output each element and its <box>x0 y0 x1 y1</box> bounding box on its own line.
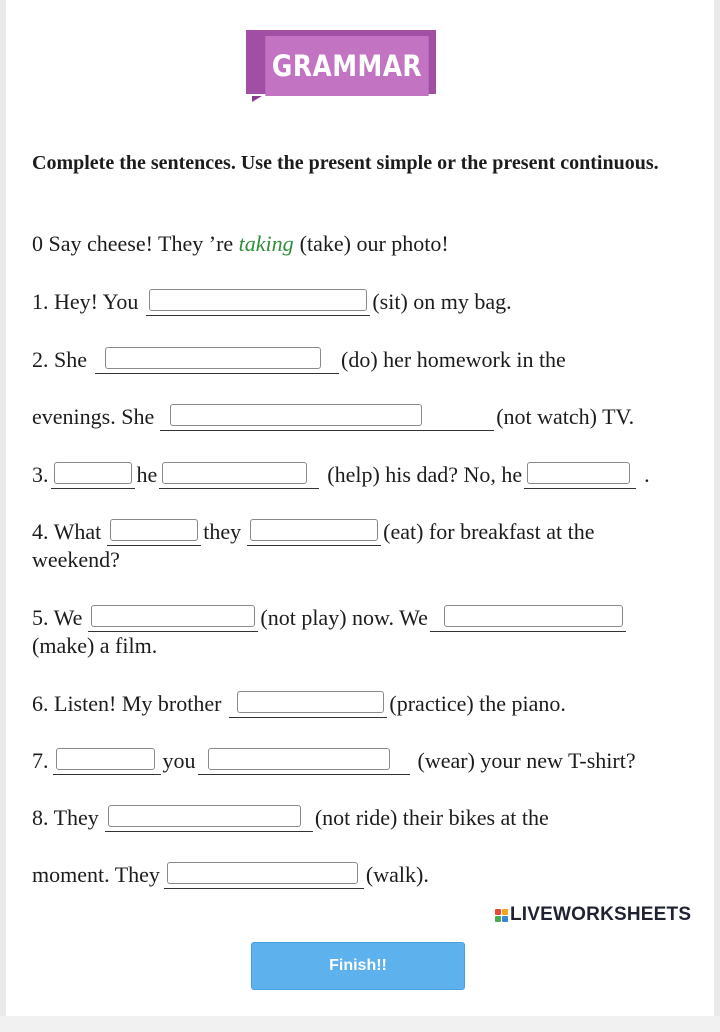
answer-gap <box>95 347 339 374</box>
sentence-6 <box>32 690 566 718</box>
liveworksheets-logo <box>495 904 691 926</box>
finish-button[interactable]: Finish!! <box>251 942 465 990</box>
sentence-5-line-2 <box>32 632 157 660</box>
answer-gap <box>247 519 381 546</box>
sentence-text: 6. Listen! My brother <box>32 691 222 716</box>
answer-gap <box>229 691 387 718</box>
answer-input[interactable] <box>56 748 155 770</box>
answer-gap <box>159 462 319 489</box>
answer-input[interactable] <box>250 519 378 541</box>
sentence-text: (help) his dad? No, he <box>327 462 523 487</box>
answer-gap <box>51 462 135 489</box>
answer-input[interactable] <box>108 805 301 827</box>
answer-input[interactable] <box>105 347 321 369</box>
sentence-text: 5. We <box>32 605 83 630</box>
answer-gap <box>53 748 161 775</box>
sentence-7 <box>32 747 636 775</box>
sentence-4-line-1 <box>32 518 594 546</box>
answer-input[interactable] <box>237 691 384 713</box>
answer-input[interactable] <box>54 462 132 484</box>
answer-gap <box>88 605 258 632</box>
answer-input[interactable] <box>110 519 198 541</box>
liveworksheets-logo-icon <box>495 909 508 922</box>
sentence-text: (sit) on my bag. <box>372 289 512 314</box>
sentence-text: (do) her homework in the <box>341 347 566 372</box>
sentence-text: (eat) for breakfast at the <box>383 519 595 544</box>
answer-input[interactable] <box>149 289 367 311</box>
sentence-8-line-2 <box>32 861 429 889</box>
example-answer: taking <box>238 231 294 256</box>
sentence-text: (not watch) TV. <box>496 404 635 429</box>
sentence-text: 3. <box>32 462 49 487</box>
sentence-text: 4. What <box>32 519 102 544</box>
sentence-text: (walk). <box>365 862 429 887</box>
sentence-text: 1. Hey! You <box>32 289 139 314</box>
answer-gap <box>198 748 410 775</box>
sentence-2-line-2 <box>32 403 634 431</box>
answer-gap <box>146 289 370 316</box>
answer-input[interactable] <box>444 605 623 627</box>
sentence-text: (wear) your new T-shirt? <box>417 748 636 773</box>
sentence-2-line-1 <box>32 346 566 374</box>
sentence-text: moment. They <box>32 862 160 887</box>
sentence-text: 8. They <box>32 805 99 830</box>
sentence-8-line-1 <box>32 804 549 832</box>
sentence-1 <box>32 288 512 316</box>
grammar-banner <box>246 30 444 102</box>
sentence-text: weekend? <box>32 547 120 572</box>
sentence-text: 2. She <box>32 347 87 372</box>
answer-input[interactable] <box>527 462 630 484</box>
sentence-text: (not play) now. We <box>260 605 428 630</box>
page-edge-left <box>0 0 6 1032</box>
sentence-text: 7. <box>32 748 49 773</box>
page-title: GRAMMAR <box>265 36 428 96</box>
example-sentence <box>32 230 449 258</box>
answer-input[interactable] <box>208 748 390 770</box>
banner-tail <box>252 96 262 102</box>
sentence-text: he <box>136 462 158 487</box>
answer-input[interactable] <box>167 862 358 884</box>
answer-gap <box>524 462 636 489</box>
answer-gap <box>164 862 364 889</box>
sentence-text: (not ride) their bikes at the <box>314 805 549 830</box>
example-suffix: (take) our photo! <box>299 231 449 256</box>
sentence-3 <box>32 461 650 489</box>
sentence-text: . <box>644 462 650 487</box>
answer-gap <box>430 605 626 632</box>
answer-input[interactable] <box>162 462 307 484</box>
answer-gap <box>107 519 201 546</box>
page-edge-right <box>714 0 720 1032</box>
sentence-5-line-1 <box>32 604 628 632</box>
answer-gap <box>160 404 494 431</box>
instructions: Complete the sentences. Use the present simple or the present continuous. <box>32 152 659 174</box>
sentence-4-line-2 <box>32 546 120 574</box>
page-edge-bottom <box>0 1016 720 1032</box>
answer-gap <box>105 805 313 832</box>
sentence-text: they <box>203 519 242 544</box>
logo-text: LIVEWORKSHEETS <box>510 904 692 925</box>
sentence-text: you <box>162 748 196 773</box>
sentence-text: evenings. She <box>32 404 155 429</box>
example-prefix: 0 Say cheese! They ’re <box>32 231 239 256</box>
sentence-text: (practice) the piano. <box>389 691 566 716</box>
sentence-text: (make) a film. <box>32 633 158 658</box>
answer-input[interactable] <box>170 404 422 426</box>
answer-input[interactable] <box>91 605 255 627</box>
